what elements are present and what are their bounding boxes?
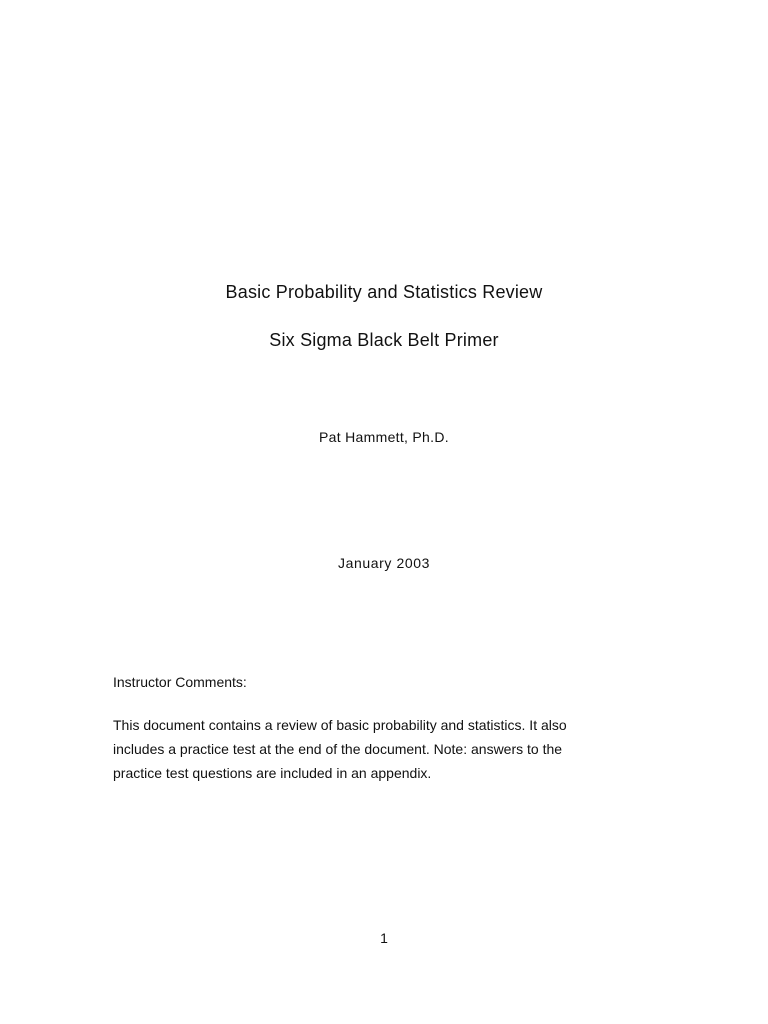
comments-line: includes a practice test at the end of the document. Note: answers to the xyxy=(113,741,563,757)
document-date: January 2003 xyxy=(337,555,431,571)
page-number: 1 xyxy=(380,930,388,946)
comments-line: practice test questions are included in an appendix. xyxy=(113,765,432,781)
instructor-comments-heading: Instructor Comments: xyxy=(113,674,247,690)
document-author: Pat Hammett, Ph.D. xyxy=(319,429,449,445)
document-subtitle: Six Sigma Black Belt Primer xyxy=(269,330,499,350)
document-title: Basic Probability and Statistics Review xyxy=(225,282,543,302)
instructor-comments-body xyxy=(113,713,653,785)
comments-line: This document contains a review of basic probability and statistics. It also xyxy=(113,717,567,733)
